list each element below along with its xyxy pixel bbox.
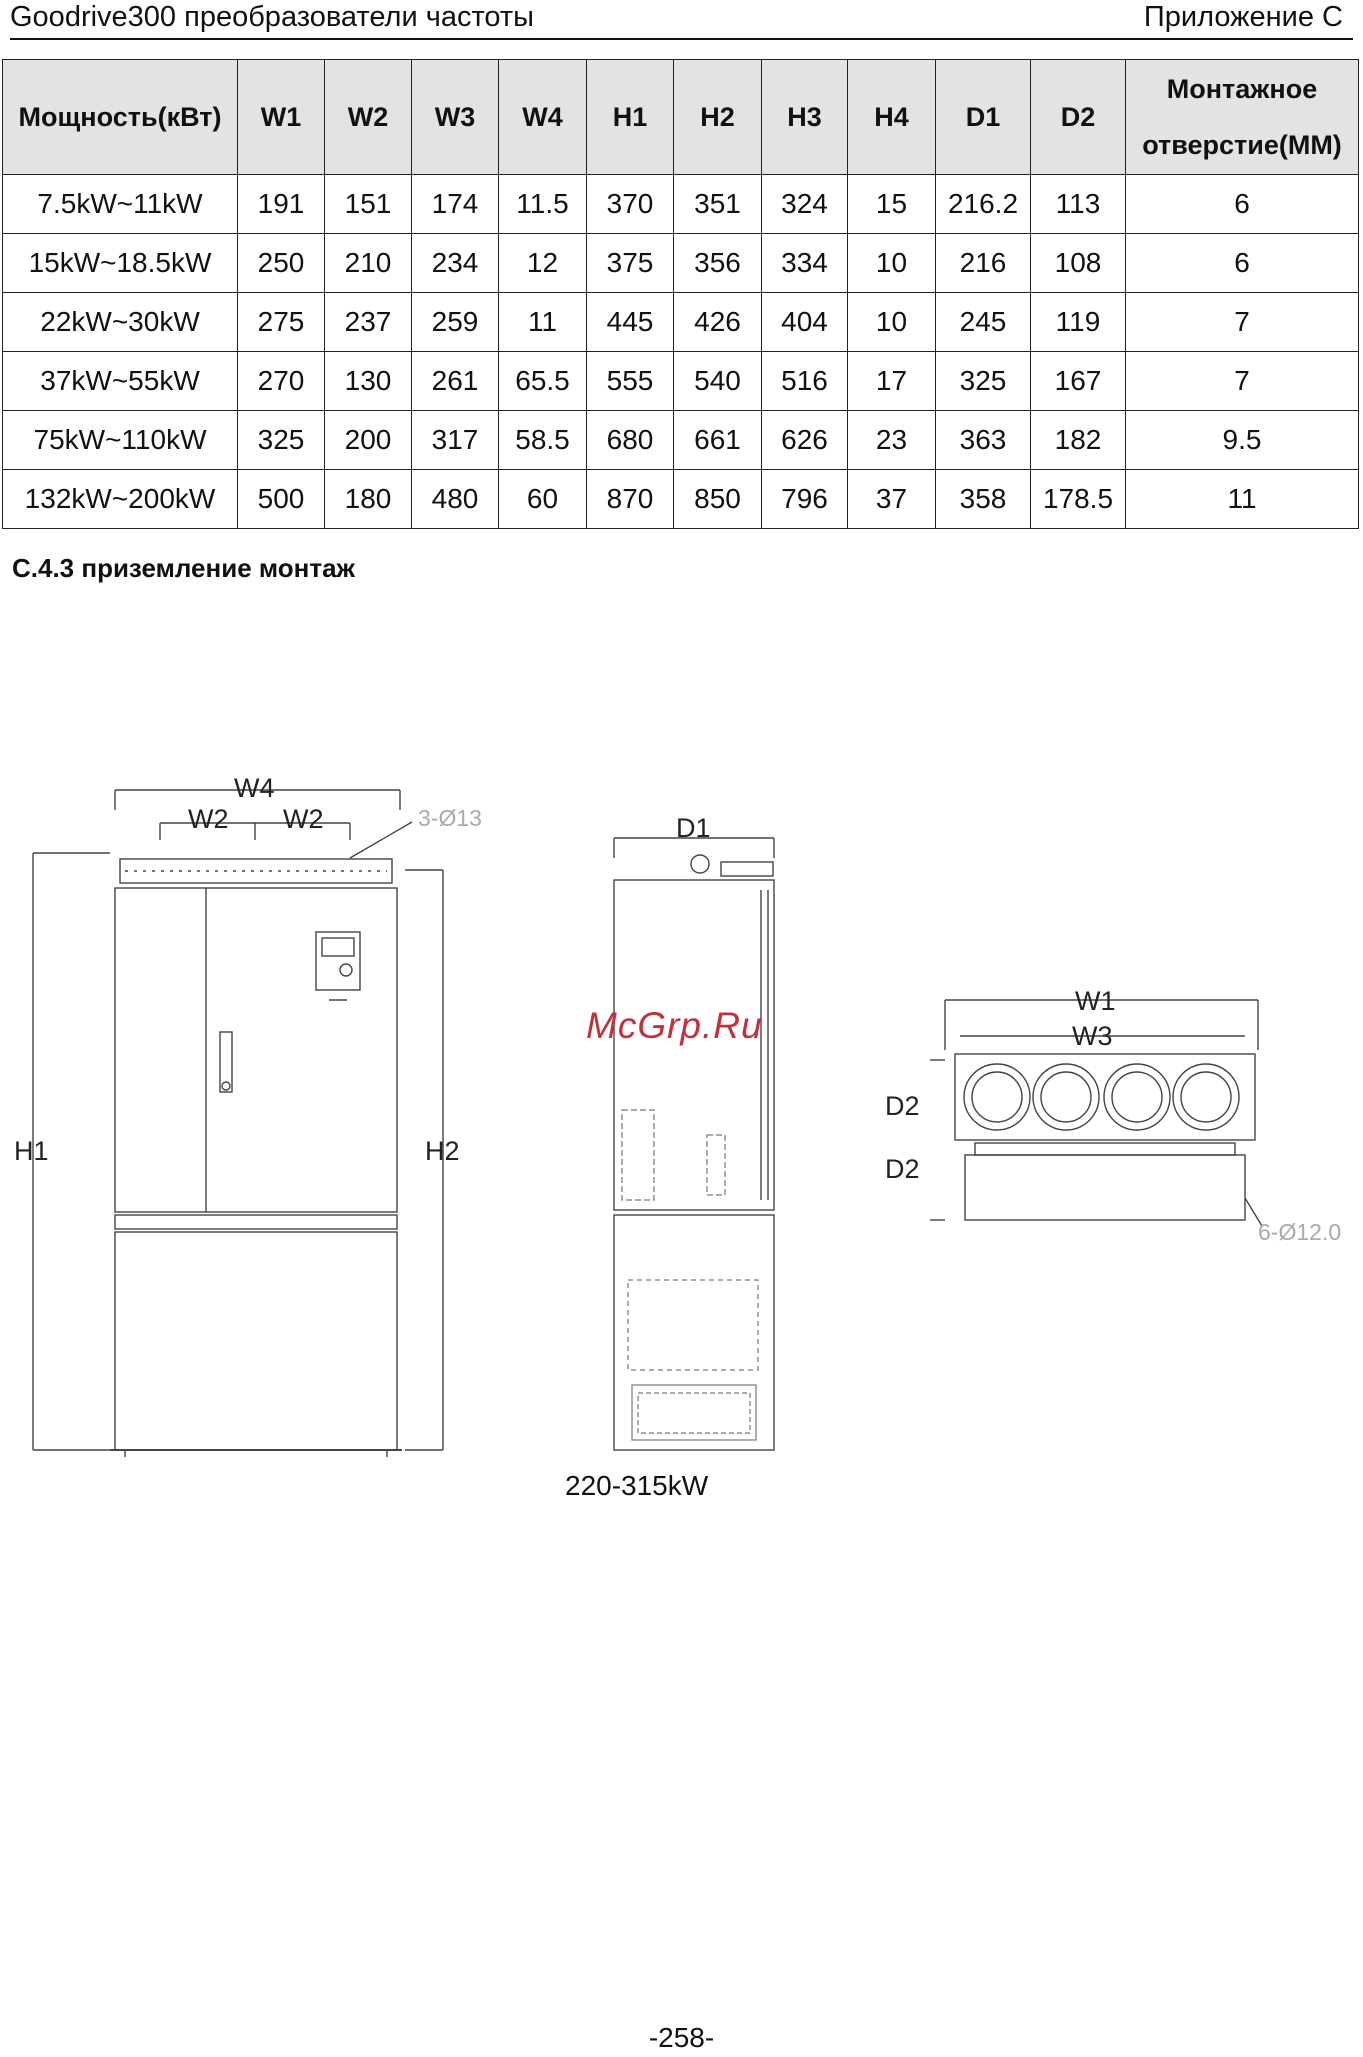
dimension-label-w1: W1 <box>1075 986 1116 1016</box>
dimension-cell: 870 <box>587 470 674 529</box>
dimension-label-d2: D2 <box>885 1091 920 1121</box>
dimension-cell: 216.2 <box>936 175 1031 234</box>
dimension-cell: 375 <box>587 234 674 293</box>
dimension-cell: 216 <box>936 234 1031 293</box>
dimension-cell: 445 <box>587 293 674 352</box>
dimension-cell: 210 <box>325 234 412 293</box>
column-header-line: отверстие(MM) <box>1142 130 1342 160</box>
column-header: W1 <box>238 60 325 175</box>
column-header: H3 <box>762 60 848 175</box>
power-range-cell: 15kW~18.5kW <box>3 234 238 293</box>
dimension-cell: 245 <box>936 293 1031 352</box>
dimension-cell: 178.5 <box>1031 470 1126 529</box>
mounting-drawings <box>0 760 1363 1500</box>
dimension-cell: 113 <box>1031 175 1126 234</box>
dimension-label-d1: D1 <box>676 813 711 843</box>
dimension-cell: 626 <box>762 411 848 470</box>
dimension-cell: 426 <box>674 293 762 352</box>
watermark: McGrp.Ru <box>586 1005 763 1046</box>
table-body <box>3 175 1359 529</box>
table-row <box>3 293 1359 352</box>
side-view-drawing <box>614 838 774 1450</box>
page-number: -258- <box>648 2022 715 2053</box>
table-row <box>3 175 1359 234</box>
dimension-cell: 60 <box>499 470 587 529</box>
dimension-cell: 850 <box>674 470 762 529</box>
dimension-cell: 10 <box>848 293 936 352</box>
table-row <box>3 470 1359 529</box>
dimension-cell: 130 <box>325 352 412 411</box>
power-range-cell: 37kW~55kW <box>3 352 238 411</box>
dimension-label-w2: W2 <box>188 804 229 834</box>
dimension-cell: 7 <box>1126 293 1359 352</box>
dimension-label-w4: W4 <box>234 773 275 803</box>
table-header-row <box>3 60 1359 175</box>
dimension-cell: 351 <box>674 175 762 234</box>
column-header: H2 <box>674 60 762 175</box>
dimension-cell: 480 <box>412 470 499 529</box>
dimension-cell: 11.5 <box>499 175 587 234</box>
dimension-cell: 6 <box>1126 175 1359 234</box>
dimension-cell: 174 <box>412 175 499 234</box>
dimension-cell: 182 <box>1031 411 1126 470</box>
column-header: H4 <box>848 60 936 175</box>
hole-callout-bottom: 6-Ø12.0 <box>1258 1219 1342 1245</box>
column-header: W3 <box>412 60 499 175</box>
column-header-mounting-hole <box>1126 60 1359 175</box>
dimension-cell: 7 <box>1126 352 1359 411</box>
power-range-cell: 132kW~200kW <box>3 470 238 529</box>
dimension-cell: 500 <box>238 470 325 529</box>
dimension-label-w2: W2 <box>283 804 324 834</box>
dimension-cell: 325 <box>936 352 1031 411</box>
document-header-title: Goodrive300 преобразователи частоты <box>10 1 535 33</box>
dimension-cell: 680 <box>587 411 674 470</box>
column-header: H1 <box>587 60 674 175</box>
dimension-cell: 15 <box>848 175 936 234</box>
dimension-cell: 108 <box>1031 234 1126 293</box>
dimension-cell: 6 <box>1126 234 1359 293</box>
dimension-cell: 324 <box>762 175 848 234</box>
dimension-cell: 37 <box>848 470 936 529</box>
dimension-cell: 180 <box>325 470 412 529</box>
dimension-cell: 270 <box>238 352 325 411</box>
power-range-cell: 22kW~30kW <box>3 293 238 352</box>
dimension-label-d2: D2 <box>885 1154 920 1184</box>
dimension-cell: 404 <box>762 293 848 352</box>
dimension-cell: 370 <box>587 175 674 234</box>
dimension-cell: 234 <box>412 234 499 293</box>
dimension-cell: 250 <box>238 234 325 293</box>
dimension-cell: 259 <box>412 293 499 352</box>
dimension-cell: 516 <box>762 352 848 411</box>
document-header-appendix: Приложение C <box>1143 1 1343 33</box>
dimension-cell: 261 <box>412 352 499 411</box>
dimension-cell: 119 <box>1031 293 1126 352</box>
dimensions-table <box>2 59 1359 529</box>
dimension-cell: 358 <box>936 470 1031 529</box>
dimension-cell: 796 <box>762 470 848 529</box>
header-divider <box>10 38 1353 40</box>
table-row <box>3 234 1359 293</box>
dimension-cell: 58.5 <box>499 411 587 470</box>
dimension-cell: 555 <box>587 352 674 411</box>
front-view-drawing <box>33 790 443 1457</box>
power-range-cell: 7.5kW~11kW <box>3 175 238 234</box>
dimension-cell: 200 <box>325 411 412 470</box>
dimension-cell: 167 <box>1031 352 1126 411</box>
column-header: Мощность(кВт) <box>3 60 238 175</box>
dimension-cell: 23 <box>848 411 936 470</box>
dimension-label-h2: H2 <box>425 1136 460 1166</box>
dimension-cell: 334 <box>762 234 848 293</box>
dimension-cell: 356 <box>674 234 762 293</box>
dimension-cell: 10 <box>848 234 936 293</box>
model-range-label: 220-315kW <box>565 1470 709 1501</box>
power-range-cell: 75kW~110kW <box>3 411 238 470</box>
column-header: D1 <box>936 60 1031 175</box>
column-header: W4 <box>499 60 587 175</box>
table-row <box>3 352 1359 411</box>
dimension-cell: 317 <box>412 411 499 470</box>
dimension-cell: 12 <box>499 234 587 293</box>
table-row <box>3 411 1359 470</box>
dimension-cell: 65.5 <box>499 352 587 411</box>
dimension-cell: 237 <box>325 293 412 352</box>
column-header: W2 <box>325 60 412 175</box>
hole-callout-front: 3-Ø13 <box>418 805 482 831</box>
dimension-cell: 363 <box>936 411 1031 470</box>
dimension-cell: 11 <box>499 293 587 352</box>
dimension-cell: 540 <box>674 352 762 411</box>
dimension-cell: 325 <box>238 411 325 470</box>
dimension-cell: 661 <box>674 411 762 470</box>
column-header: D2 <box>1031 60 1126 175</box>
dimension-cell: 9.5 <box>1126 411 1359 470</box>
dimension-cell: 151 <box>325 175 412 234</box>
dimension-cell: 275 <box>238 293 325 352</box>
column-header-line: Монтажное <box>1166 74 1318 104</box>
dimension-cell: 11 <box>1126 470 1359 529</box>
dimension-label-w3: W3 <box>1072 1021 1113 1051</box>
dimension-cell: 17 <box>848 352 936 411</box>
dimension-label-h1: H1 <box>14 1136 49 1166</box>
dimension-cell: 191 <box>238 175 325 234</box>
section-title: C.4.3 приземление монтаж <box>12 553 355 583</box>
